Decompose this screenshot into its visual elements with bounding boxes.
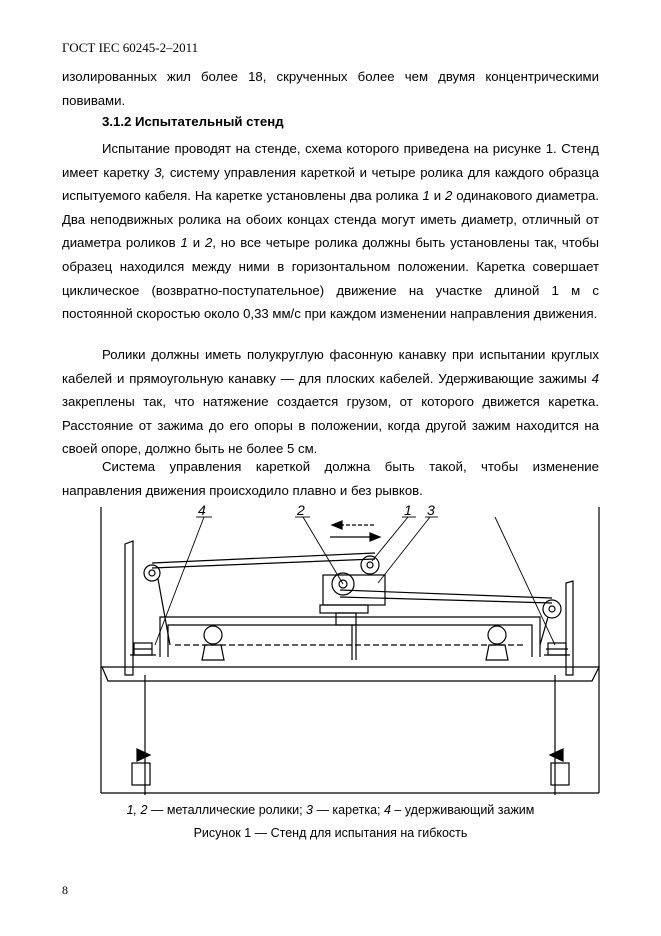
sprocket-left [204,626,222,644]
sprocket-right [488,626,506,644]
paragraph-control-system: Система управления кареткой должна быть такой, чтобы изменение направления движения происходило плавно и без рывков. [62,459,599,498]
figure-legend: 1, 2 — металлические ролики; 3 — каретка; 4 – удерживающий зажим [126,803,535,817]
figure-label-4: 4 [198,505,206,518]
direction-arrows [330,521,380,541]
track-frame [160,617,540,660]
weight-hook-right [550,749,563,761]
section-heading: 3.1.2 Испытательный стенд [102,114,284,129]
right-end-post [543,581,573,795]
paragraph-test-stand: Испытание проводят на стенде, схема которого приведена на рисунке 1. Стенд имеет каретку 3, систему управления кареткой и четыре ролика для каждого образца испытуемого кабеля. На каретке установлены два ролика 1 и 2 одинакового диаметра. Два неподвижных ролика на обоих концах стенда могут иметь диаметр, отличный от диаметра роликов 1 и 2, но все четыре ролика должны быть установлены так, чтобы образец находился между ними в горизонтальном положении. Каретка совершает циклическое (возвратно-поступательное) движение на участке длиной 1 м с постоянной скоростью около 0,33 мм/с при каждом изменении направления движения. [62,141,600,322]
figure-label-2: 2 [297,505,305,518]
document-header: ГОСТ IEC 60245-2–2011 [62,40,199,55]
figure-label-3: 3 [427,505,435,518]
weight-right [551,763,569,785]
figure-caption: Рисунок 1 — Стенд для испытания на гибкость [193,826,468,840]
paragraph-continued: изолированных жил более 18, скрученных более чем двумя концентрическими повивами. [62,69,599,108]
paragraph-rollers: Ролики должны иметь полукруглую фасонную канавку при испытании круглых кабелей и прямоугольную канавку — для плоских кабелей. Удерживающие зажимы 4 закреплены так, что натяжение создается грузом, от которого движется каретка. Расстояние от зажима до его опоры в положении, когда другой зажим находится на своей опоре, должно быть не более 5 см. [62,347,599,457]
figure-label-1: 1 [404,505,412,518]
page-number: 8 [62,883,68,897]
weight-left [132,763,150,785]
left-end-post [125,541,160,795]
weight-hook-left [137,749,150,761]
base-table [102,667,599,681]
test-stand-figure [100,505,600,795]
